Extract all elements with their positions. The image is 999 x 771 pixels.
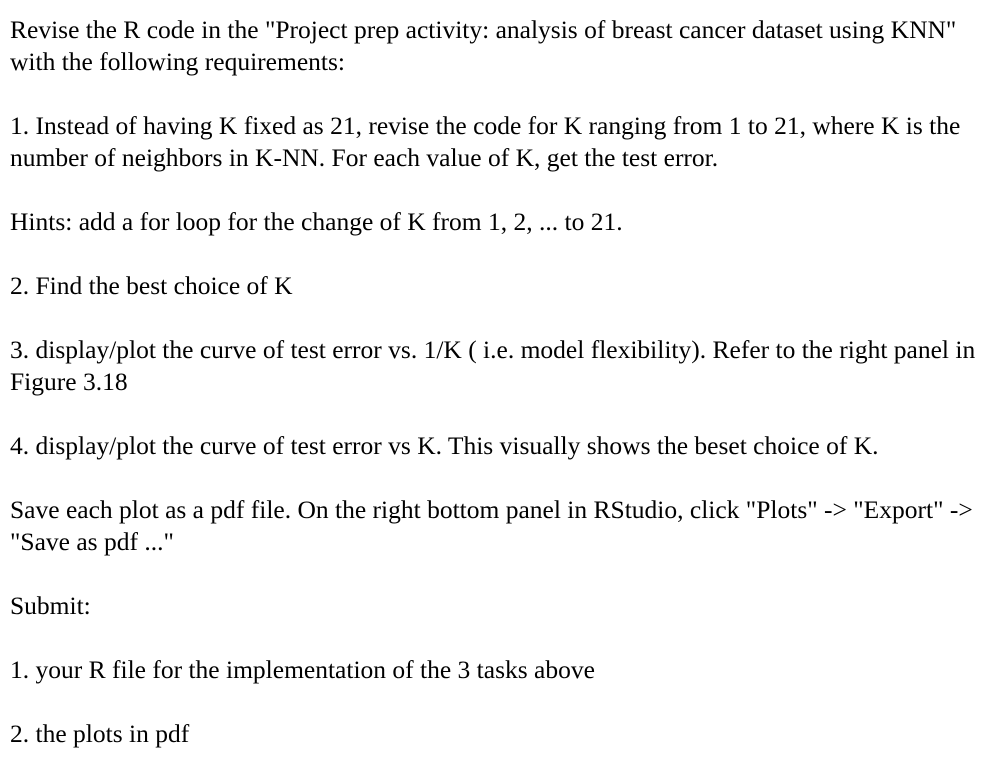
requirement-1: 1. Instead of having K fixed as 21, revise the code for K ranging from 1 to 21, where K is the number of neighbors in K-NN. For each value of K, get the test error. (10, 111, 961, 172)
hint-paragraph: Hints: add a for loop for the change of K from 1, 2, ... to 21. (10, 207, 623, 236)
submit-item-1: 1. your R file for the implementation of the 3 tasks above (10, 655, 595, 684)
intro-paragraph: Revise the R code in the "Project prep activity: analysis of breast cancer dataset using KNN" with the following requirements: (10, 15, 957, 76)
requirement-4: 4. display/plot the curve of test error vs K. This visually shows the beset choice of K. (10, 431, 879, 460)
save-instructions: Save each plot as a pdf file. On the right bottom panel in RStudio, click "Plots" -> "Export" -> "Save as pdf ..." (10, 495, 973, 556)
requirement-2: 2. Find the best choice of K (10, 271, 293, 300)
document-body (10, 14, 992, 750)
submit-item-2: 2. the plots in pdf (10, 719, 190, 748)
submit-heading: Submit: (10, 591, 91, 620)
requirement-3: 3. display/plot the curve of test error vs. 1/K ( i.e. model flexibility). Refer to the right panel in Figure 3.18 (10, 335, 976, 396)
